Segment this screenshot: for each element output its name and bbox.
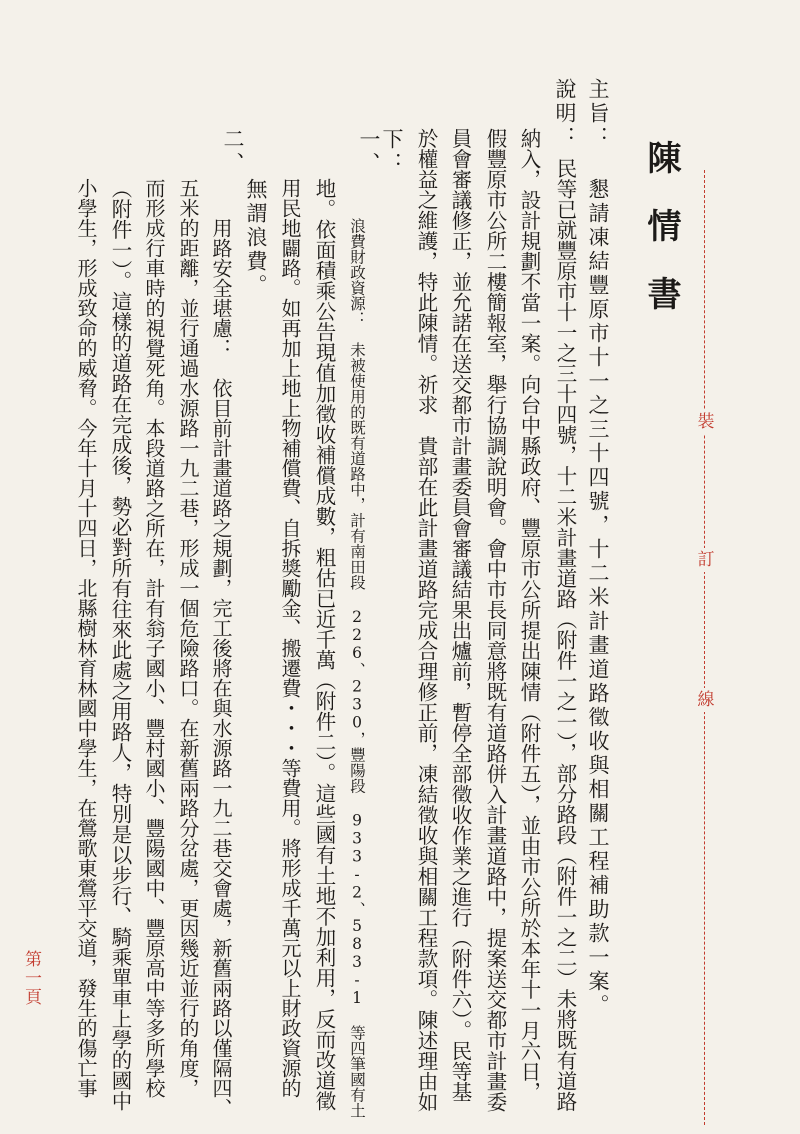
page-number: 第一頁 bbox=[21, 950, 41, 1007]
binding-mark-ding: 訂 bbox=[694, 548, 718, 572]
item2-line: （附件一）。這樣的道路在完成後，勢必對所有往來此處之用路人，特別是以步行、騎乘單車上學的國中 bbox=[108, 178, 132, 1111]
item1-line: 地。依面積乘公告現值加徵收補償成數，粗估已近千萬（附件二）。這些國有土地不加利用，反而改道徵 bbox=[312, 178, 336, 1111]
binding-mark-xian: 線 bbox=[694, 688, 718, 712]
subject-label: 主旨： bbox=[586, 78, 610, 150]
item2-line: 小學生，形成致命的威脅。今年十月十四日，北縣樹林育林國中學生，在鶯歌東鶯平交道，發生的傷亡事 bbox=[74, 178, 98, 1098]
item2-number: 二、 bbox=[221, 128, 245, 176]
binding-line bbox=[704, 170, 705, 1125]
intro-line: 民等已就豐原市十一之三十四號，十二米計畫道路（附件一之一），部分路段（附件一之二）未將既有道路 bbox=[553, 158, 577, 1112]
item1-line: 無謂浪費。 bbox=[244, 178, 268, 298]
binding-mark-zhuang: 裝 bbox=[694, 410, 718, 434]
item1-number: 一、 bbox=[357, 128, 381, 176]
item2-line: 而形成行車時的視覺死角。本段道路之所在，計有翁子國小、豐村國小、豐陽國中、豐原高中等多所學校 bbox=[142, 178, 166, 1098]
intro-line: 納入，設計規劃不當一案。向台中縣政府、豐原市公所提出陳情（附件五），並由市公所於本年十一月六日， bbox=[517, 128, 541, 1102]
item2-line: 五米的距離，並行通過水源路一九二巷，形成一個危險路口。在新舊兩路分岔處，更因幾近並行的角度， bbox=[176, 178, 200, 1098]
subject-text: 懇請凍結豐原市十一之三十四號，十二米計畫道路徵收與相關工程補助款一案。 bbox=[586, 178, 610, 1018]
explanation-label: 說明： bbox=[553, 78, 577, 150]
intro-line: 員會審議修正，並允諾在送交都市計畫委員會審議結果出爐前，暫停全部徵收作業之進行（附件六）。民等基 bbox=[448, 128, 472, 1102]
document-title: 陳情書 bbox=[641, 140, 681, 344]
intro-line: 於權益之維護，特此陳情。祈求 貴部在此計畫道路完成合理修正前，凍結徵收與相關工程款項。陳述理由如 bbox=[414, 128, 438, 1112]
intro-line: 下： bbox=[380, 128, 404, 176]
item2-line: 用路安全堪慮： 依目前計畫道路之規劃，完工後將在與水源路一九二巷交會處，新舊兩路以僅隔四、 bbox=[209, 218, 233, 1118]
item1-line: 浪費財政資源： 未被使用的既有道路中，計有南田段 226、230，豐陽段 933-2、583-1 等四筆國有土 bbox=[348, 218, 366, 1118]
intro-line: 假豐原市公所二樓簡報室，舉行協調說明會。會中市長同意將既有道路併入計畫道路中，提案送交都市計畫委 bbox=[483, 128, 507, 1112]
item1-line: 用民地闢路。如再加上地上物補償費、自拆獎勵金、搬遷費・・・等費用。將形成千萬元以上財政資源的 bbox=[278, 178, 302, 1098]
